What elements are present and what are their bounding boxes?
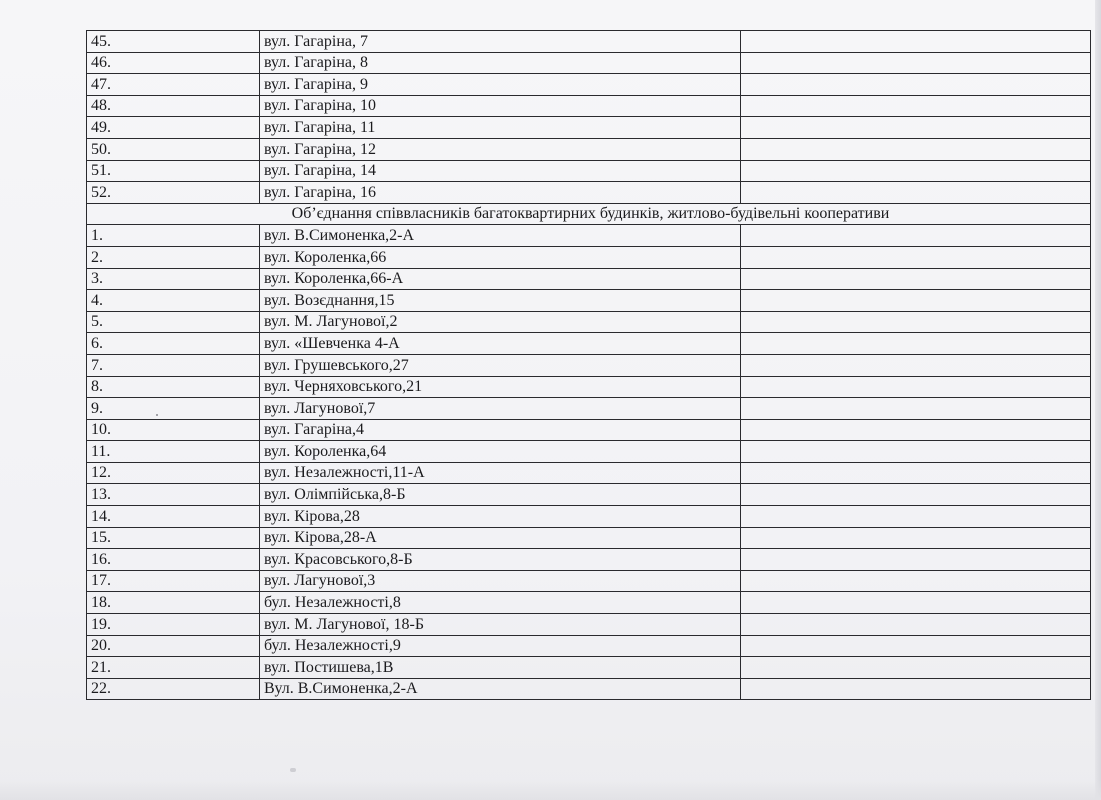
table-row (87, 592, 1091, 614)
table-row (87, 138, 1091, 160)
row-address: вул. Кірова,28 (260, 506, 741, 528)
row-empty-cell (741, 182, 1091, 204)
row-empty-cell (741, 225, 1091, 247)
table-row (87, 441, 1091, 463)
row-empty-cell (741, 311, 1091, 333)
row-address: бул. Незалежності,9 (260, 635, 741, 657)
row-number: 10. (87, 419, 260, 441)
row-number: 52. (87, 182, 260, 204)
row-address: вул. Короленка,66-А (260, 268, 741, 290)
row-empty-cell (741, 506, 1091, 528)
table-row (87, 376, 1091, 398)
row-empty-cell (741, 657, 1091, 679)
row-empty-cell (741, 376, 1091, 398)
row-empty-cell (741, 74, 1091, 96)
row-number: 12. (87, 462, 260, 484)
row-empty-cell (741, 290, 1091, 312)
row-number: 50. (87, 138, 260, 160)
row-address: Вул. В.Симоненка,2-А (260, 678, 741, 700)
row-number: 1. (87, 225, 260, 247)
row-address: вул. Гагаріна, 14 (260, 160, 741, 182)
row-number: 13. (87, 484, 260, 506)
row-number: 9. (87, 398, 260, 420)
table-row (87, 419, 1091, 441)
scan-smudge (290, 768, 296, 772)
row-empty-cell (741, 570, 1091, 592)
table-row (87, 52, 1091, 74)
row-number: 7. (87, 354, 260, 376)
table-body-top (87, 31, 1091, 204)
row-number: 51. (87, 160, 260, 182)
row-address: вул. Лагунової,7 (260, 398, 741, 420)
row-number: 19. (87, 614, 260, 636)
row-address: вул. Олімпійська,8-Б (260, 484, 741, 506)
table-row (87, 182, 1091, 204)
row-empty-cell (741, 484, 1091, 506)
row-empty-cell (741, 117, 1091, 139)
row-empty-cell (741, 419, 1091, 441)
row-address: вул. Гагаріна, 11 (260, 117, 741, 139)
table-section (87, 203, 1091, 225)
row-empty-cell (741, 635, 1091, 657)
table-row (87, 268, 1091, 290)
table-row (87, 290, 1091, 312)
table-row (87, 246, 1091, 268)
table-row (87, 484, 1091, 506)
row-number: 5. (87, 311, 260, 333)
row-number: 45. (87, 31, 260, 53)
row-address: вул. Кірова,28-А (260, 527, 741, 549)
row-address: вул. Постишева,1В (260, 657, 741, 679)
row-address: вул. М. Лагунової,2 (260, 311, 741, 333)
row-number: 49. (87, 117, 260, 139)
table-row (87, 160, 1091, 182)
row-number: 8. (87, 376, 260, 398)
table-row (87, 506, 1091, 528)
row-empty-cell (741, 52, 1091, 74)
row-empty-cell (741, 398, 1091, 420)
row-address: вул. Гагаріна,4 (260, 419, 741, 441)
table-row (87, 117, 1091, 139)
row-address: вул. В.Симоненка,2-А (260, 225, 741, 247)
row-address: вул. Возєднання,15 (260, 290, 741, 312)
address-table (86, 30, 1091, 700)
table-body-bottom (87, 225, 1091, 700)
page-edge-shadow (1095, 0, 1101, 800)
row-address: вул. М. Лагунової, 18-Б (260, 614, 741, 636)
table-row (87, 549, 1091, 571)
row-number: 47. (87, 74, 260, 96)
table-row (87, 527, 1091, 549)
row-number: 2. (87, 246, 260, 268)
row-number: 17. (87, 570, 260, 592)
row-number: 46. (87, 52, 260, 74)
row-empty-cell (741, 268, 1091, 290)
row-number: 16. (87, 549, 260, 571)
page-bottom-shadow (0, 780, 1101, 800)
table-row (87, 657, 1091, 679)
row-empty-cell (741, 138, 1091, 160)
row-number: 4. (87, 290, 260, 312)
row-address: вул. Гагаріна, 12 (260, 138, 741, 160)
row-address: вул. Гагаріна, 7 (260, 31, 741, 53)
row-number: 14. (87, 506, 260, 528)
table-row (87, 462, 1091, 484)
table-row (87, 225, 1091, 247)
table-row (87, 95, 1091, 117)
row-number: 6. (87, 333, 260, 355)
table-row (87, 354, 1091, 376)
row-address: вул. Гагаріна, 9 (260, 74, 741, 96)
row-address: вул. Короленка,66 (260, 246, 741, 268)
row-number: 15. (87, 527, 260, 549)
row-empty-cell (741, 333, 1091, 355)
row-address: вул. Незалежності,11-А (260, 462, 741, 484)
row-address: вул. Гагаріна, 16 (260, 182, 741, 204)
table-row (87, 311, 1091, 333)
row-empty-cell (741, 527, 1091, 549)
row-number: 22. (87, 678, 260, 700)
row-number: 18. (87, 592, 260, 614)
row-empty-cell (741, 462, 1091, 484)
table-row (87, 398, 1091, 420)
row-address: вул. Черняховського,21 (260, 376, 741, 398)
section-header: Об’єднання співвласників багатоквартирних будинків, житлово-будівельні кооперативи (87, 203, 1091, 225)
row-address: вул. Красовського,8-Б (260, 549, 741, 571)
row-empty-cell (741, 592, 1091, 614)
row-number: 3. (87, 268, 260, 290)
row-address: бул. Незалежності,8 (260, 592, 741, 614)
row-number: 20. (87, 635, 260, 657)
row-address: вул. Короленка,64 (260, 441, 741, 463)
row-address: вул. Грушевського,27 (260, 354, 741, 376)
row-empty-cell (741, 160, 1091, 182)
row-empty-cell (741, 441, 1091, 463)
table-row (87, 74, 1091, 96)
row-number: 11. (87, 441, 260, 463)
table-row (87, 635, 1091, 657)
table-row (87, 333, 1091, 355)
row-empty-cell (741, 678, 1091, 700)
row-empty-cell (741, 31, 1091, 53)
row-address: вул. Гагаріна, 10 (260, 95, 741, 117)
row-address: вул. Лагунової,3 (260, 570, 741, 592)
table-row (87, 678, 1091, 700)
row-empty-cell (741, 614, 1091, 636)
table-row (87, 31, 1091, 53)
row-address: вул. Гагаріна, 8 (260, 52, 741, 74)
row-number: 21. (87, 657, 260, 679)
row-empty-cell (741, 95, 1091, 117)
section-header-row (87, 203, 1091, 225)
row-number: 48. (87, 95, 260, 117)
table-row (87, 570, 1091, 592)
table-row (87, 614, 1091, 636)
row-empty-cell (741, 354, 1091, 376)
row-address: вул. «Шевченка 4-А (260, 333, 741, 355)
row-empty-cell (741, 246, 1091, 268)
row-empty-cell (741, 549, 1091, 571)
